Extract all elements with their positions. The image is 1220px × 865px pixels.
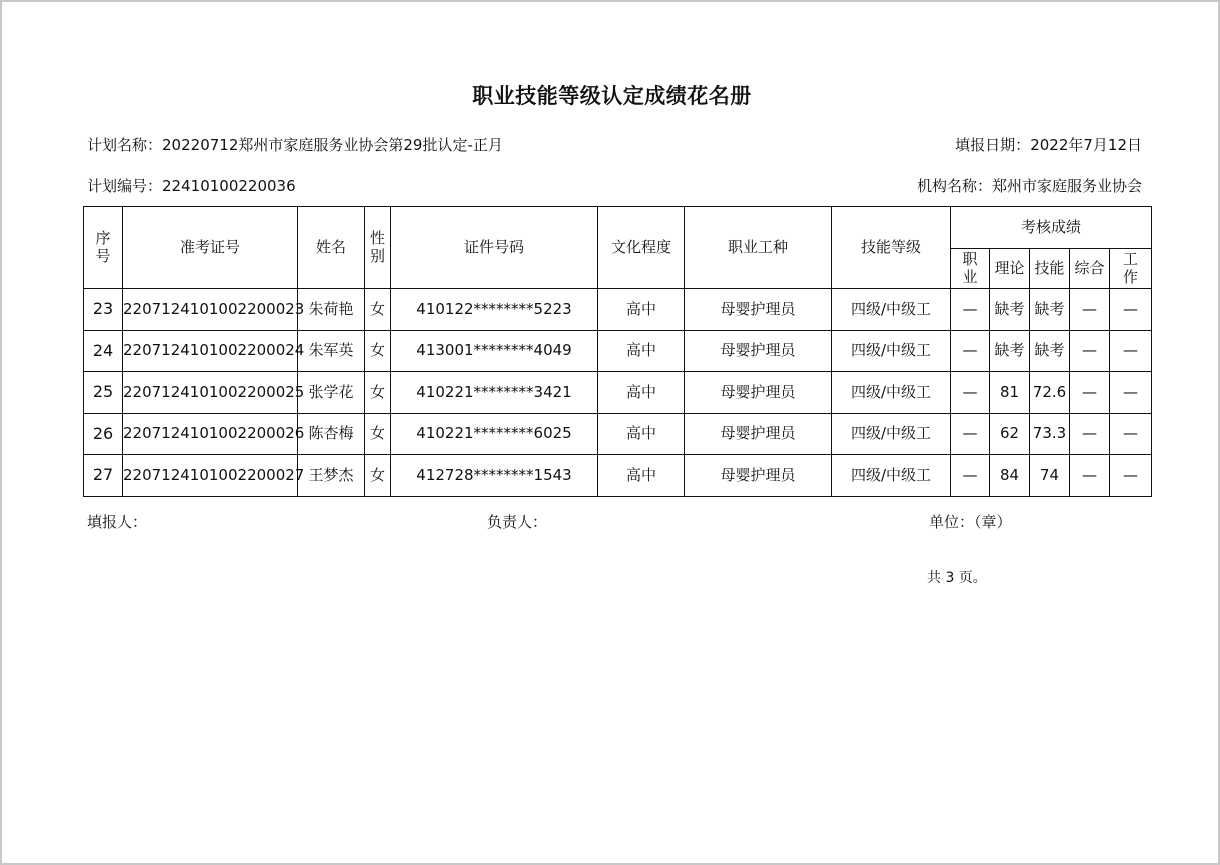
- cell-exam-no: 2207124101002200023: [123, 289, 298, 331]
- cell-theory: 81: [990, 372, 1030, 414]
- organization-label: 机构名称：: [916, 177, 992, 195]
- responsible-label: 负责人：: [487, 513, 548, 531]
- cell-gender: 女: [365, 289, 391, 331]
- header-seq: [84, 207, 123, 289]
- cell-work: —: [1110, 330, 1152, 372]
- plan-number: [87, 175, 296, 196]
- cell-name: 朱军英: [298, 330, 365, 372]
- cell-comprehensive: —: [1070, 289, 1110, 331]
- header-work-line1: 工: [1122, 250, 1138, 269]
- cell-skill: 74: [1030, 455, 1070, 497]
- cell-professional: —: [951, 330, 990, 372]
- unit-seal-label: 单位：（章）: [929, 513, 1012, 531]
- cell-name: 王梦杰: [298, 455, 365, 497]
- header-exam-no: 准考证号: [123, 207, 298, 289]
- cell-skill: 缺考: [1030, 289, 1070, 331]
- table-row: [84, 289, 1152, 331]
- cell-theory: 缺考: [990, 289, 1030, 331]
- cell-skill: 73.3: [1030, 413, 1070, 455]
- fill-date-value: 2022年7月12日: [1030, 136, 1142, 154]
- cell-occupation: 母婴护理员: [685, 372, 832, 414]
- fill-date-label: 填报日期：: [955, 136, 1031, 154]
- table-row: [84, 455, 1152, 497]
- cell-education: 高中: [598, 413, 685, 455]
- cell-theory: 84: [990, 455, 1030, 497]
- header-seq-line1: 序: [95, 229, 111, 248]
- plan-name: [87, 134, 503, 155]
- header-work: [1110, 249, 1152, 289]
- cell-occupation: 母婴护理员: [685, 455, 832, 497]
- table-row: [84, 413, 1152, 455]
- cell-id-no: 413001********4049: [391, 330, 598, 372]
- cell-gender: 女: [365, 413, 391, 455]
- cell-gender: 女: [365, 372, 391, 414]
- header-professional-line2: 业: [962, 267, 978, 286]
- cell-seq: 25: [84, 372, 123, 414]
- header-professional-line1: 职: [962, 250, 978, 269]
- cell-seq: 23: [84, 289, 123, 331]
- cell-skill-level: 四级/中级工: [832, 455, 951, 497]
- cell-skill-level: 四级/中级工: [832, 289, 951, 331]
- cell-theory: 62: [990, 413, 1030, 455]
- cell-exam-no: 2207124101002200027: [123, 455, 298, 497]
- cell-occupation: 母婴护理员: [685, 289, 832, 331]
- cell-work: —: [1110, 372, 1152, 414]
- cell-occupation: 母婴护理员: [685, 330, 832, 372]
- cell-education: 高中: [598, 455, 685, 497]
- table-row: [84, 330, 1152, 372]
- cell-skill-level: 四级/中级工: [832, 413, 951, 455]
- cell-name: 朱荷艳: [298, 289, 365, 331]
- cell-seq: 26: [84, 413, 123, 455]
- cell-comprehensive: —: [1070, 455, 1110, 497]
- header-seq-line2: 号: [95, 246, 111, 265]
- fill-date: [955, 134, 1142, 155]
- cell-skill: 缺考: [1030, 330, 1070, 372]
- plan-number-label: 计划编号：: [87, 177, 163, 195]
- header-gender: [365, 207, 391, 289]
- cell-professional: —: [951, 455, 990, 497]
- cell-name: 张学花: [298, 372, 365, 414]
- cell-education: 高中: [598, 372, 685, 414]
- cell-work: —: [1110, 289, 1152, 331]
- cell-seq: 24: [84, 330, 123, 372]
- header-id-no: 证件号码: [391, 207, 598, 289]
- header-work-line2: 作: [1122, 267, 1138, 286]
- cell-id-no: 410221********6025: [391, 413, 598, 455]
- cell-seq: 27: [84, 455, 123, 497]
- header-occupation: 职业工种: [685, 207, 832, 289]
- cell-id-no: 410221********3421: [391, 372, 598, 414]
- cell-professional: —: [951, 289, 990, 331]
- header-professional: [951, 249, 990, 289]
- cell-gender: 女: [365, 330, 391, 372]
- cell-professional: —: [951, 413, 990, 455]
- table-row: [84, 372, 1152, 414]
- header-skill: 技能: [1030, 249, 1070, 289]
- organization-value: 郑州市家庭服务业协会: [991, 177, 1142, 195]
- cell-skill-level: 四级/中级工: [832, 330, 951, 372]
- cell-professional: —: [951, 372, 990, 414]
- cell-exam-no: 2207124101002200024: [123, 330, 298, 372]
- cell-skill: 72.6: [1030, 372, 1070, 414]
- cell-id-no: 410122********5223: [391, 289, 598, 331]
- header-name: 姓名: [298, 207, 365, 289]
- cell-gender: 女: [365, 455, 391, 497]
- header-skill-level: 技能等级: [832, 207, 951, 289]
- cell-work: —: [1110, 413, 1152, 455]
- cell-comprehensive: —: [1070, 372, 1110, 414]
- filler-label: 填报人：: [87, 513, 148, 531]
- cell-comprehensive: —: [1070, 413, 1110, 455]
- cell-id-no: 412728********1543: [391, 455, 598, 497]
- page-count: 共 3 页。: [927, 570, 987, 586]
- cell-theory: 缺考: [990, 330, 1030, 372]
- cell-exam-no: 2207124101002200025: [123, 372, 298, 414]
- plan-number-value: 22410100220036: [162, 177, 296, 195]
- cell-education: 高中: [598, 330, 685, 372]
- organization: [917, 175, 1142, 196]
- cell-occupation: 母婴护理员: [685, 413, 832, 455]
- header-scores: 考核成绩: [951, 207, 1152, 249]
- cell-comprehensive: —: [1070, 330, 1110, 372]
- header-gender-line2: 别: [369, 246, 385, 265]
- header-comprehensive: 综合: [1070, 249, 1110, 289]
- plan-name-label: 计划名称：: [87, 136, 163, 154]
- cell-name: 陈杏梅: [298, 413, 365, 455]
- cell-education: 高中: [598, 289, 685, 331]
- header-theory: 理论: [990, 249, 1030, 289]
- plan-name-value: 20220712郑州市家庭服务业协会第29批认定-正月: [162, 136, 503, 154]
- score-table: [83, 206, 1152, 497]
- header-education: 文化程度: [598, 207, 685, 289]
- cell-exam-no: 2207124101002200026: [123, 413, 298, 455]
- cell-work: —: [1110, 455, 1152, 497]
- cell-skill-level: 四级/中级工: [832, 372, 951, 414]
- document-title: 职业技能等级认定成绩花名册: [472, 84, 752, 108]
- header-gender-line1: 性: [369, 229, 385, 248]
